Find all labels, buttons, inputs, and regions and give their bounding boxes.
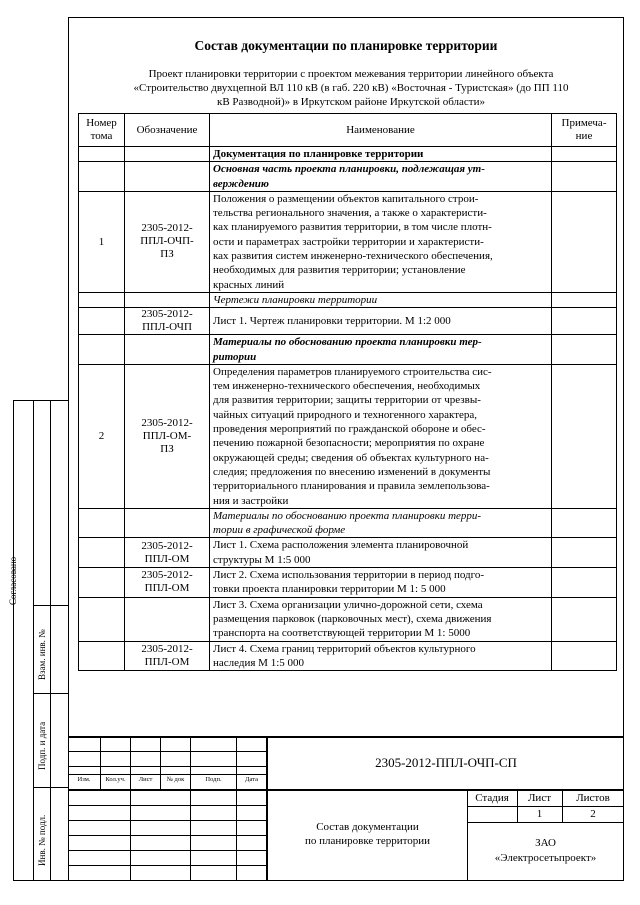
table-row <box>79 335 617 365</box>
name-cell <box>210 147 552 162</box>
side-inv-orig-label: Инв. № подл. <box>37 814 47 866</box>
table-row <box>79 147 617 162</box>
name-line: Чертежи планировки территории <box>213 293 378 306</box>
note-cell <box>552 191 617 292</box>
note-cell <box>552 597 617 641</box>
name-line: красных линий <box>213 278 285 291</box>
designation-cell <box>125 641 210 671</box>
name-line: Определения параметров планируемого строительства сис- <box>213 365 492 378</box>
side-agreed-label: Согласовано <box>8 556 18 605</box>
name-line: Документация по планировке территории <box>213 148 424 160</box>
tome-number-cell <box>79 292 125 307</box>
designation-line: ППЛ-ОМ <box>144 552 190 565</box>
name-line: окружающей среды; сведения об объектах культурного на- <box>213 451 489 464</box>
stamp-col-kol: Кол.уч. <box>105 776 126 783</box>
tome-number-cell <box>79 308 125 335</box>
name-line: для развития территории; защиты территории от чрезвы- <box>213 394 481 407</box>
designation-cell <box>125 147 210 162</box>
designation-line: 2305-2012- <box>141 569 193 582</box>
name-line: транспорта на соответствующей территории М 1: 5000 <box>213 627 471 640</box>
name-line: ках планируемого развития территории, в том числе плотн- <box>213 221 492 234</box>
designation-line: ППЛ-ОМ <box>144 655 190 668</box>
name-line: верждению <box>213 177 269 190</box>
name-cell <box>210 191 552 292</box>
name-cell <box>210 597 552 641</box>
tome-number-cell <box>79 538 125 568</box>
table-row <box>79 191 617 292</box>
name-line: необходимых для развития территории; установление <box>213 264 466 277</box>
stamp-sheet-label: Лист <box>527 792 552 804</box>
name-cell <box>210 335 552 365</box>
tome-number-cell <box>79 335 125 365</box>
name-cell <box>210 508 552 538</box>
table-row <box>79 508 617 538</box>
stamp-col-podp: Подп. <box>205 776 222 783</box>
note-cell <box>552 147 617 162</box>
designation-cell <box>125 364 210 508</box>
page-subtitle <box>86 67 616 109</box>
subtitle-line: кВ Разводной)» в Иркутском районе Иркутской области» <box>217 96 485 108</box>
designation-cell <box>125 162 210 192</box>
name-line: тем инженерно-технического обеспечения, необходимых <box>213 380 481 393</box>
tome-number-cell: 1 <box>79 191 125 292</box>
designation-line: 2305-2012- <box>141 642 193 655</box>
stamp-sheet-value: 1 <box>536 808 543 820</box>
name-line: товки проекта планировки территории М 1: 5 000 <box>213 583 446 596</box>
side-replace-inv-label: Взам. инв. № <box>37 629 47 680</box>
name-line: Материалы по обоснованию проекта планировки терри- <box>213 509 482 522</box>
name-cell <box>210 568 552 598</box>
stamp-col-date: Дата <box>245 776 258 783</box>
note-cell <box>552 335 617 365</box>
designation-cell <box>125 308 210 335</box>
name-line: Основная часть проекта планировки, подлежащая ут- <box>213 163 485 176</box>
name-line: следия; предложения по внесению изменений в документы <box>213 465 491 478</box>
tome-number-cell <box>79 147 125 162</box>
page-title: Состав документации по планировке территории <box>194 38 498 53</box>
name-line: ках развития систем инженерно-технического обеспечения, <box>213 250 493 263</box>
side-sign-date-label: Подп. и дата <box>37 721 47 770</box>
stamp-stage-label: Стадия <box>475 792 509 804</box>
name-cell <box>210 538 552 568</box>
table-header-row <box>79 114 617 147</box>
name-line: Положения о размещении объектов капитального строи- <box>213 192 479 205</box>
name-line: Лист 4. Схема границ территорий объектов культурного <box>213 642 476 655</box>
tome-number-cell <box>79 508 125 538</box>
table-row <box>79 364 617 508</box>
table-row <box>79 162 617 192</box>
table-row <box>79 641 617 671</box>
designation-cell <box>125 191 210 292</box>
name-cell <box>210 162 552 192</box>
designation-line: 2305-2012- <box>141 539 193 552</box>
stamp-sheets-value: 2 <box>590 808 596 820</box>
name-line: ости и параметрах застройки территории и характеристи- <box>213 235 484 248</box>
designation-line: 2305-2012- <box>141 222 193 235</box>
designation-line: ПЗ <box>160 248 174 261</box>
table-row <box>79 538 617 568</box>
designation-cell <box>125 292 210 307</box>
note-cell <box>552 568 617 598</box>
table-row <box>79 292 617 307</box>
name-line: тельства регионального значения, а также о характеристи- <box>213 207 487 220</box>
name-cell <box>210 641 552 671</box>
name-line: Материалы по обоснованию проекта планировки тер- <box>213 336 482 349</box>
designation-cell <box>125 538 210 568</box>
name-cell <box>210 364 552 508</box>
table-row <box>79 597 617 641</box>
table-row <box>79 308 617 335</box>
stamp-col-ndok: № док <box>166 776 185 783</box>
note-cell <box>552 508 617 538</box>
name-line: наследия М 1:5 000 <box>213 656 305 669</box>
note-cell <box>552 641 617 671</box>
documentation-table <box>78 113 617 671</box>
designation-line: ППЛ-ОМ <box>144 582 190 595</box>
note-cell <box>552 538 617 568</box>
designation-line: ППЛ-ОМ- <box>142 429 192 442</box>
designation-line: ППЛ-ОЧП- <box>140 235 194 248</box>
tome-number-cell <box>79 597 125 641</box>
name-line: Лист 2. Схема использования территории в период подго- <box>213 569 485 582</box>
name-line: структуры М 1:5 000 <box>213 553 311 566</box>
stamp-sheets-label: Листов <box>576 792 610 804</box>
header-name: Наименование <box>210 114 552 147</box>
note-cell <box>552 162 617 192</box>
name-cell <box>210 292 552 307</box>
designation-line: 2305-2012- <box>141 416 193 429</box>
tome-number-cell <box>79 641 125 671</box>
name-line: печению пожарной безопасности; мероприятия по охране <box>213 437 485 450</box>
name-line: Лист 1. Схема расположения элемента планировочной <box>213 539 469 552</box>
stamp-organization: ЗАО «Электросетьпроект» <box>494 837 597 864</box>
name-line: Лист 3. Схема организации улично-дорожной сети, схема <box>213 598 483 611</box>
subtitle-line: «Строительство двухцепной ВЛ 110 кВ (в габ. 220 кВ) «Восточная - Туристская» (до ПП 110 <box>133 82 569 94</box>
designation-line: ПЗ <box>160 442 174 455</box>
name-line: тории в графической форме <box>213 524 346 537</box>
name-line: территориального планирования и правила землепользова- <box>213 480 490 493</box>
name-line: Лист 1. Чертеж планировки территории. М 1:2 000 <box>213 315 451 328</box>
name-line: ритории <box>213 350 257 363</box>
tome-number-cell <box>79 162 125 192</box>
header-tome: Номер тома <box>79 114 125 147</box>
name-line: чайных ситуаций природного и техногенного характера, <box>213 408 478 421</box>
designation-cell <box>125 597 210 641</box>
subtitle-line: Проект планировки территории с проектом межевания территории линейного объекта <box>148 68 554 80</box>
designation-line: 2305-2012- <box>141 308 193 321</box>
designation-cell <box>125 335 210 365</box>
name-line: размещения парковок (парковочных мест), схема движения <box>213 612 492 625</box>
note-cell <box>552 364 617 508</box>
tome-number-cell: 2 <box>79 364 125 508</box>
note-cell <box>552 308 617 335</box>
table-body <box>79 147 617 671</box>
tome-number-cell <box>79 568 125 598</box>
name-line: проведения мероприятий по гражданской обороне и обес- <box>213 423 486 436</box>
note-cell <box>552 292 617 307</box>
name-line: ния и застройки <box>213 494 289 507</box>
designation-cell <box>125 508 210 538</box>
stamp-col-list: Лист <box>138 776 153 783</box>
stamp-col-izm: Изм. <box>77 776 91 783</box>
stamp-doc-title: Состав документации по планировке территории <box>304 821 431 847</box>
header-note: Примеча- ние <box>552 114 617 147</box>
designation-cell <box>125 568 210 598</box>
name-cell <box>210 308 552 335</box>
designation-line: ППЛ-ОЧП <box>142 321 192 334</box>
table-row <box>79 568 617 598</box>
header-designation: Обозначение <box>125 114 210 147</box>
stamp-doc-code: 2305-2012-ППЛ-ОЧП-СП <box>375 755 517 770</box>
